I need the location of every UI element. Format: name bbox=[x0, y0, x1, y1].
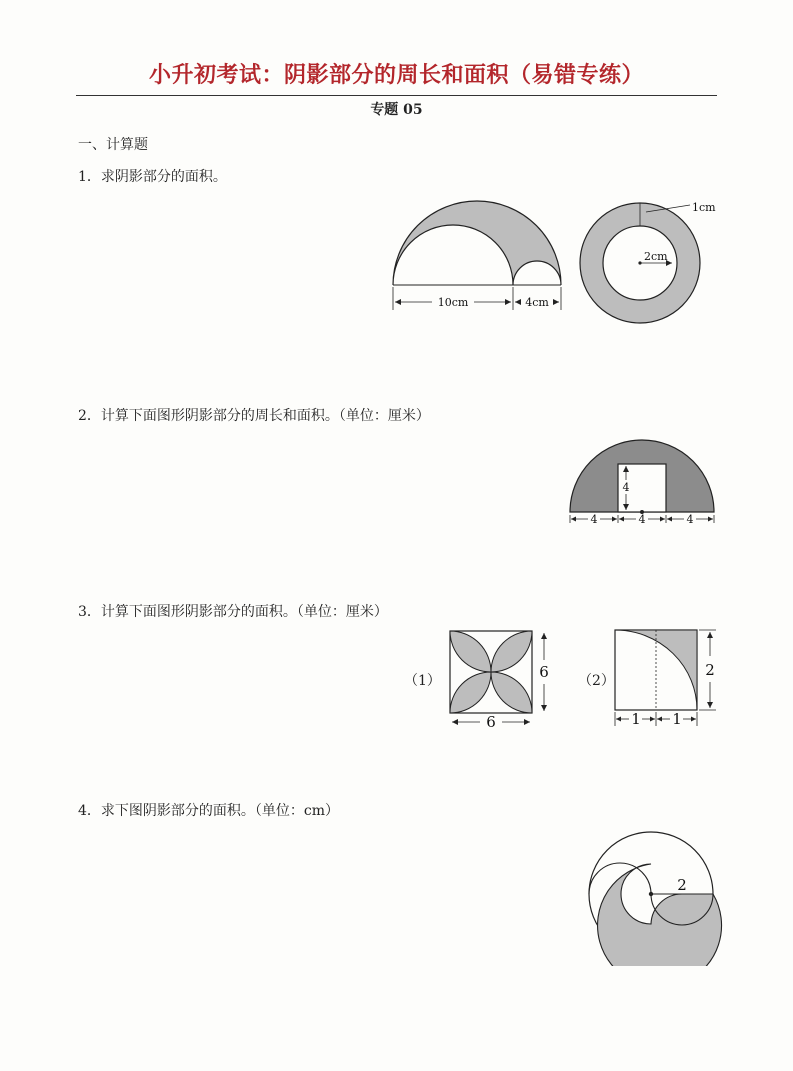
figure-3-2-caption: （2） bbox=[578, 673, 615, 689]
figure-2-semicircle-square bbox=[563, 428, 723, 528]
question-number: 3． bbox=[78, 604, 101, 620]
question-4 bbox=[78, 800, 339, 820]
label-height-2: 2 bbox=[705, 661, 715, 679]
label-left: 4 bbox=[590, 513, 598, 526]
label-a: 1 bbox=[631, 710, 641, 728]
question-number: 4． bbox=[78, 803, 101, 819]
question-3 bbox=[78, 601, 388, 621]
label-b: 1 bbox=[672, 710, 682, 728]
question-number: 1． bbox=[78, 169, 101, 185]
title-divider bbox=[76, 95, 717, 96]
figure-3-1-caption: （1） bbox=[404, 673, 441, 689]
figure-1a-semicircles bbox=[385, 190, 570, 315]
figure-3-1-petals bbox=[445, 625, 555, 735]
question-1 bbox=[78, 166, 227, 186]
figure-1b-ring bbox=[572, 196, 722, 328]
question-number: 2． bbox=[78, 408, 101, 424]
question-text: 求阴影部分的面积。 bbox=[100, 169, 227, 185]
question-text: 计算下面图形阴影部分的面积。（单位：厘米） bbox=[100, 604, 388, 620]
label-right: 4 bbox=[686, 513, 694, 526]
figure-4-yin-yang bbox=[583, 826, 723, 966]
label-2cm: 2cm bbox=[644, 250, 668, 263]
section-heading: 一、计算题 bbox=[78, 137, 148, 153]
label-mid: 4 bbox=[638, 513, 646, 526]
label-4cm: 4cm bbox=[525, 296, 549, 309]
question-2 bbox=[78, 405, 430, 425]
page-subtitle: 专题 05 bbox=[370, 102, 423, 118]
page-title: 小升初考试：阴影部分的周长和面积（易错专练） bbox=[148, 63, 644, 88]
label-height-6: 6 bbox=[539, 663, 549, 681]
figure-3-2-quarter-arc bbox=[610, 624, 722, 734]
label-radius-2: 2 bbox=[677, 876, 687, 894]
label-width-6: 6 bbox=[486, 713, 496, 731]
label-height: 4 bbox=[622, 481, 630, 494]
label-1cm: 1cm bbox=[692, 201, 716, 214]
question-text: 计算下面图形阴影部分的周长和面积。（单位：厘米） bbox=[100, 408, 430, 424]
question-text: 求下图阴影部分的面积。（单位：cm） bbox=[100, 803, 340, 819]
label-10cm: 10cm bbox=[437, 296, 469, 309]
